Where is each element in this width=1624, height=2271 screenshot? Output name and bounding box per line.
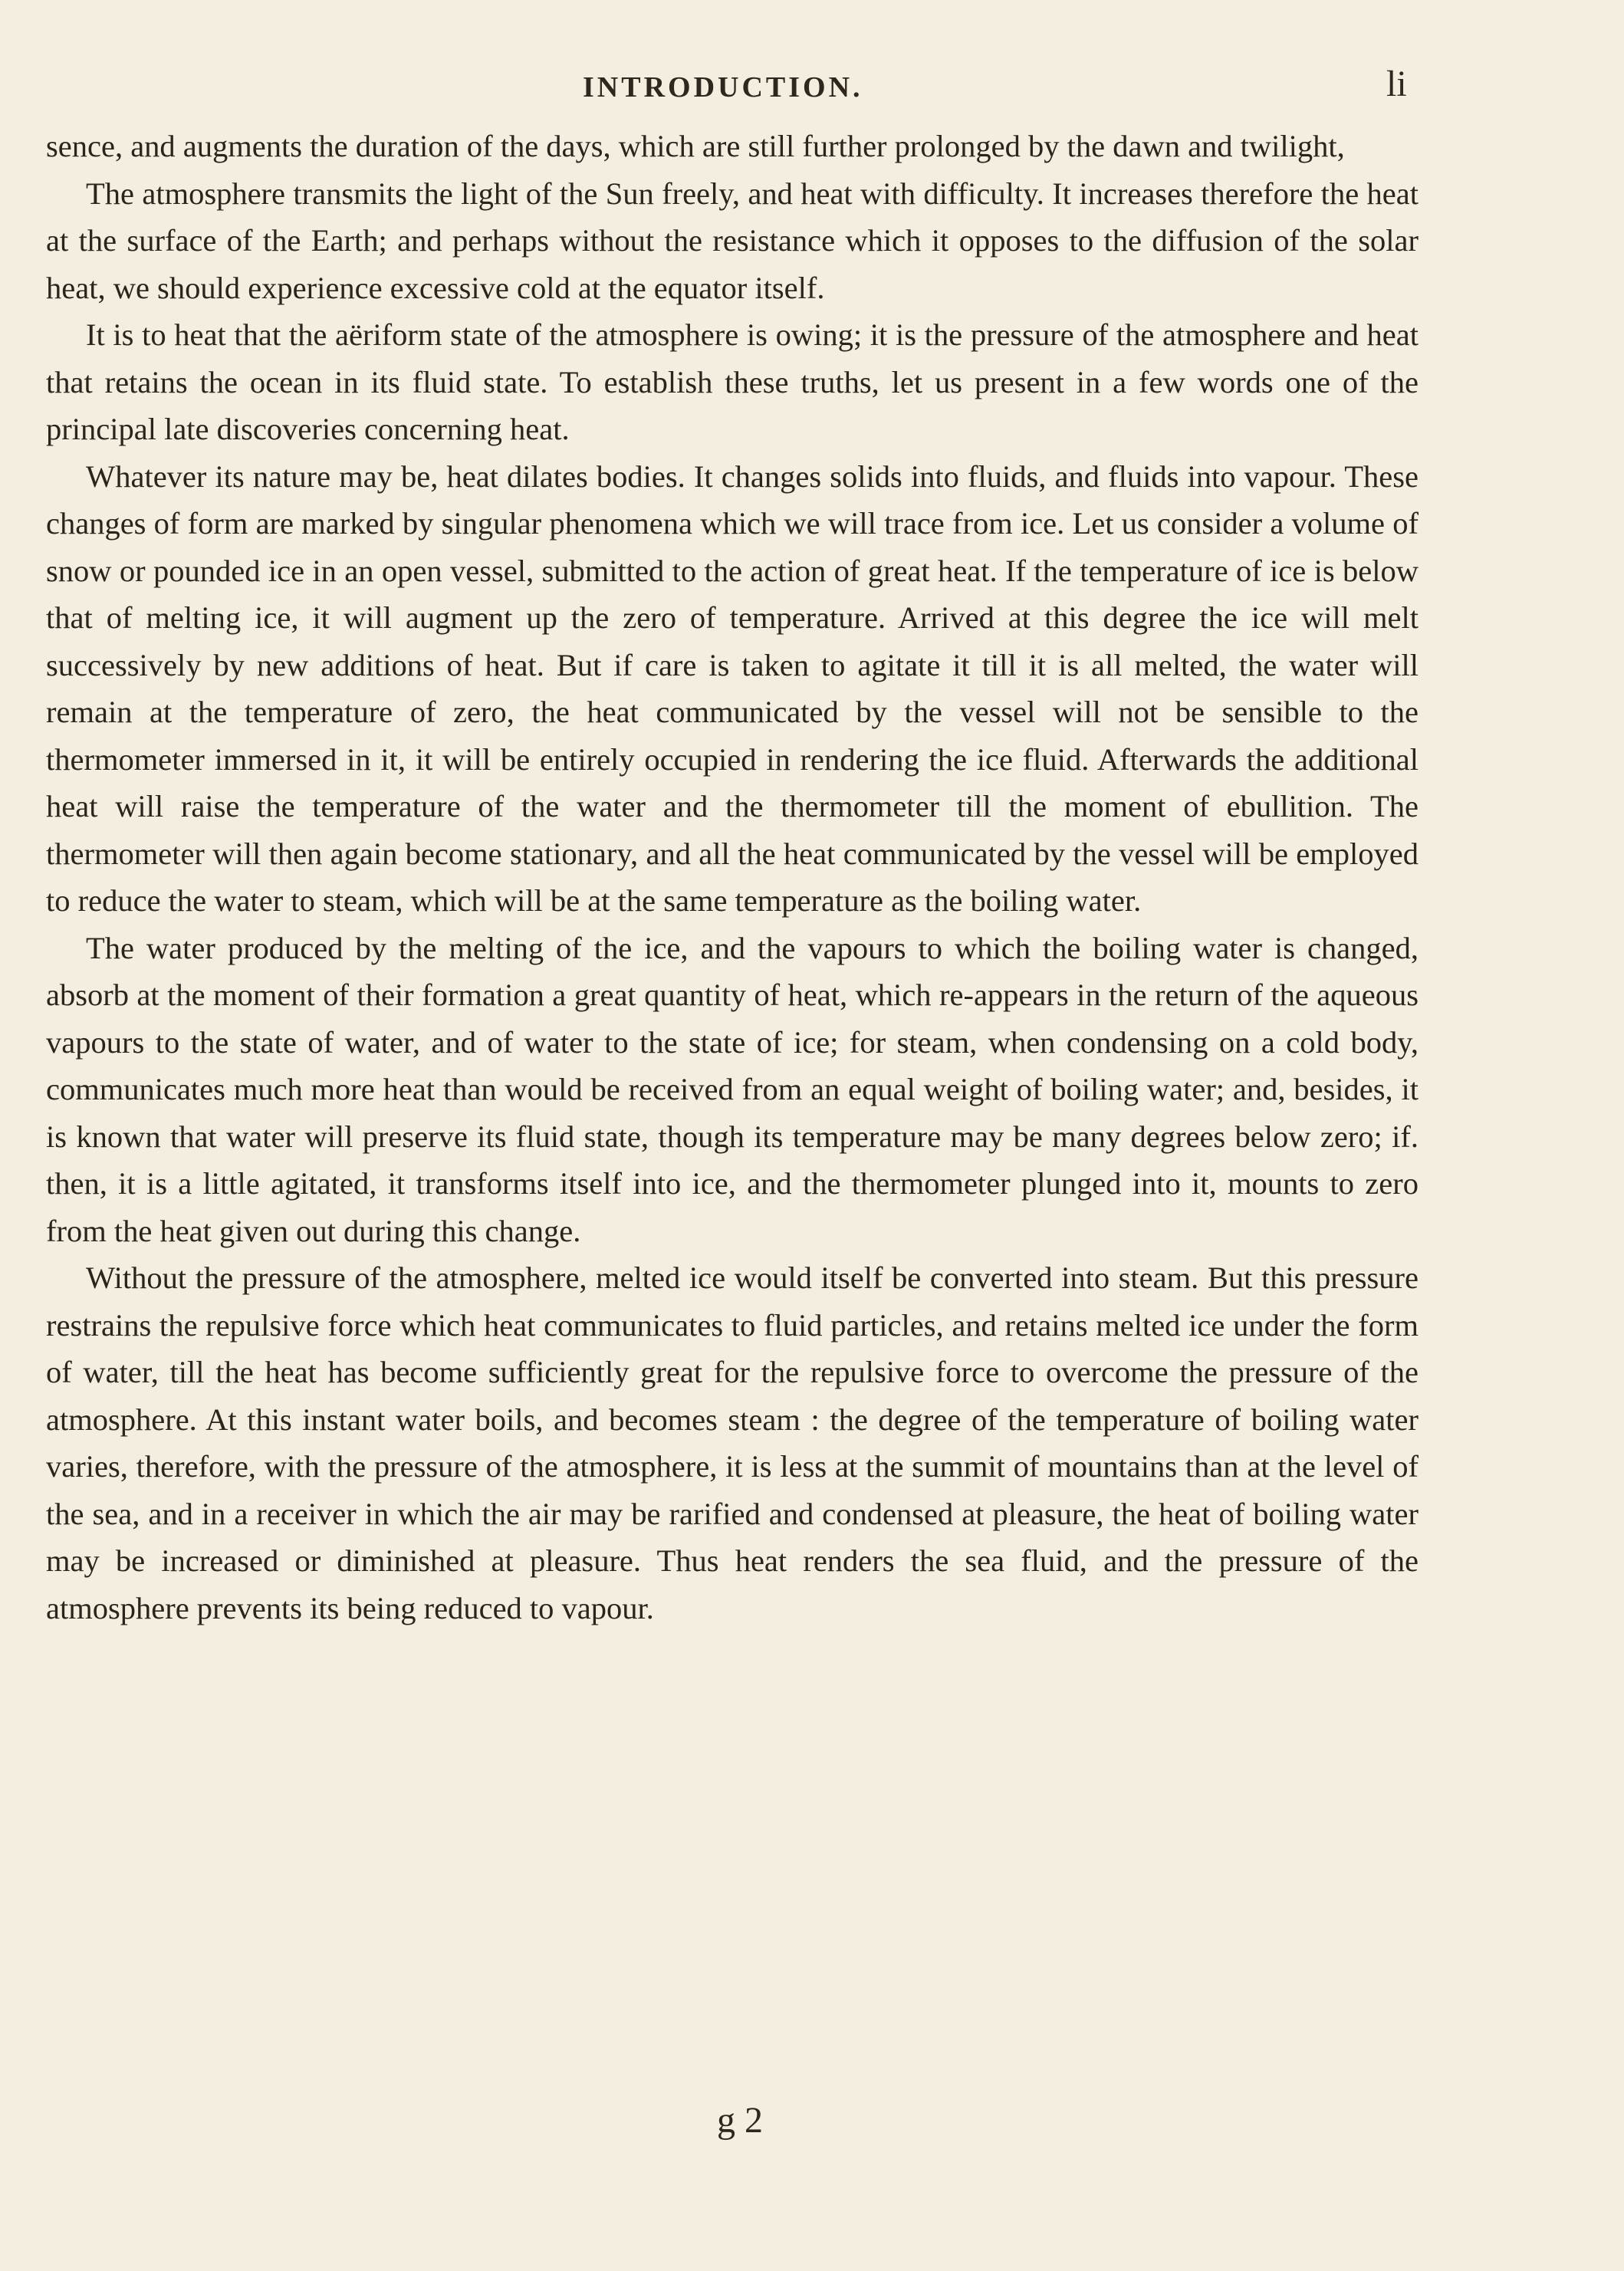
paragraph-atmosphere-heat: The atmosphere transmits the light of the Sun freely, and heat with difficulty. It increases therefore the heat at the surface of the Earth; and perhaps without the resistance which it opposes to the diffusion of the solar heat, we should experience excessive cold at the equator itself. [46,176,1419,305]
signature-mark: g 2 [717,2100,763,2141]
paragraph-continuation: sence, and augments the duration of the days, which are still further prolonged by the dawn and twilight, [46,129,1345,163]
running-title: INTRODUCTION. [583,71,863,104]
paragraph-heat-dilates: Whatever its nature may be, heat dilates bodies. It changes solids into fluids, and fluids into vapour. These changes of form are marked by singular phenomena which we will trace from ice. Let us consider a volume of snow or pounded ice in an open vessel, submitted to the action of great heat. If the temperature of ice is below that of melting ice, it will augment up the zero of temperature. Arrived at this degree the ice will melt successively by new additions of heat. But if care is taken to agitate it till it is all melted, the water will remain at the temperature of zero, the heat communicated by the vessel will not be sensible to the thermometer immersed in it, it will be entirely occupied in rendering the ice fluid. Afterwards the additional heat will raise the temperature of the water and the thermometer till the moment of ebullition. The thermometer will then again become stationary, and all the heat communicated by the vessel will be employed to reduce the water to steam, which will be at the same temperature as the boiling water. [46,458,1419,918]
page-number: li [1386,64,1407,104]
paragraph-pressure: Without the pressure of the atmosphere, melted ice would itself be converted into steam. But this pressure restrains the repulsive force which heat communicates to fluid particles, and retains melted ice under the form of water, till the heat has become sufficiently great for the repulsive force to overcome the pressure of the atmosphere. At this instant water boils, and becomes steam : the degree of the temperature of boiling water varies, therefore, with the pressure of the atmosphere, it is less at the summit of mountains than at the level of the sea, and in a receiver in which the air may be rarified and condensed at pleasure, the heat of boiling water may be increased or diminished at pleasure. Thus heat renders the sea fluid, and the pressure of the atmosphere prevents its being reduced to vapour. [46,1260,1419,1625]
body-text [46,123,1419,1632]
paragraph-aeriform-state: It is to heat that the aëriform state of the atmosphere is owing; it is the pressure of the atmosphere and heat that retains the ocean in its fluid state. To establish these truths, let us present in a few words one of the principal late discoveries concerning heat. [46,317,1419,446]
paragraph-latent-heat: The water produced by the melting of the ice, and the vapours to which the boiling water is changed, absorb at the moment of their formation a great quantity of heat, which re-appears in the return of the aqueous vapours to the state of water, and of water to the state of ice; for steam, when condensing on a cold body, communicates much more heat than would be received from an equal weight of boiling water; and, besides, it is known that water will preserve its fluid state, though its temperature may be many degrees below zero; if. then, it is a little agitated, it transforms itself into ice, and the thermometer plunged into it, mounts to zero from the heat given out during this change. [46,930,1419,1248]
running-head [0,63,1624,109]
